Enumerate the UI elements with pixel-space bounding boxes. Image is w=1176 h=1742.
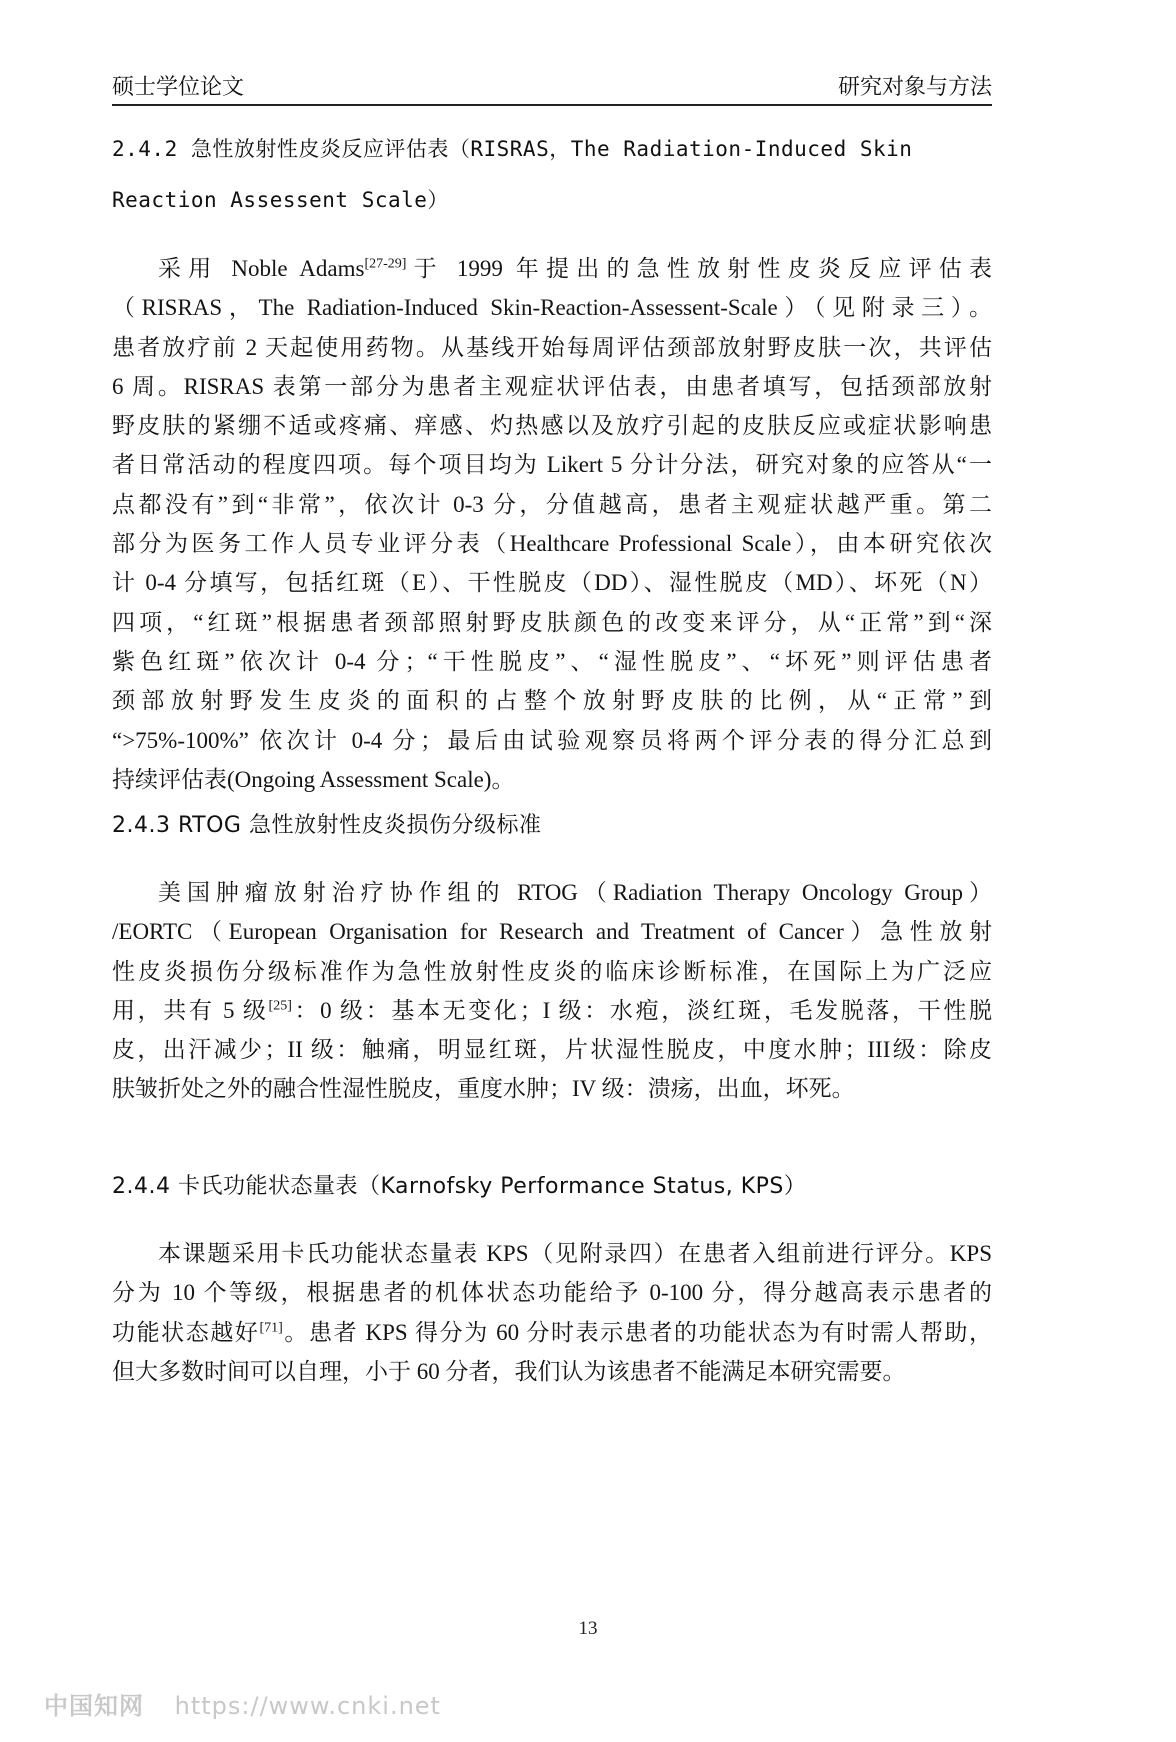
paragraph-line: 6 周。RISRAS 表第一部分为患者主观症状评估表，由患者填写，包括颈部放射 (112, 373, 992, 399)
line-text: ：0 级：基本无变化；I 级：水疱，淡红斑，毛发脱落，干性脱 (291, 997, 992, 1023)
paragraph-line: 者日常活动的程度四项。每个项目均为 Likert 5 分计分法，研究对象的应答从“一 (112, 452, 992, 478)
paragraph-rtog (112, 873, 992, 1109)
paragraph-line (112, 991, 992, 1030)
paragraph-line: 野皮肤的紧绷不适或疼痛、痒感、灼热感以及放疗引起的皮肤反应或症状影响患 (112, 413, 992, 439)
paragraph-line: /EORTC（European Organisation for Research and Treatment of Cancer）急性放射 (112, 919, 992, 945)
page-number: 13 (578, 1618, 598, 1639)
paragraph-kps (112, 1234, 992, 1391)
paragraph-line: 四项，“红斑”根据患者颈部照射野皮肤颜色的改变来评分，从“正常”到“深 (112, 609, 992, 635)
paragraph-line (112, 1313, 992, 1352)
watermark-url: https://www.cnki.net (174, 1692, 441, 1720)
header-chapter-title: 研究对象与方法 (837, 75, 992, 100)
paragraph-line: “>75%-100%” 依次计 0-4 分；最后由试验观察员将两个评分表的得分汇总到 (112, 727, 992, 753)
paragraph-line: 持续评估表(Ongoing Assessment Scale)。 (112, 766, 515, 792)
paragraph-line: 计 0-4 分填写，包括红斑（E）、干性脱皮（DD）、湿性脱皮（MD）、坏死（N） (112, 570, 992, 596)
paragraph-line: 本课题采用卡氏功能状态量表 KPS（见附录四）在患者入组前进行评分。KPS (158, 1241, 992, 1266)
paragraph-line: 患者放疗前 2 天起使用药物。从基线开始每周评估颈部放射野皮肤一次，共评估 (112, 334, 992, 360)
watermark-brand: 中国知网 (44, 1692, 144, 1720)
paragraph-line: （RISRAS，The Radiation-Induced Skin-Reaction-Assessent-Scale）（见附录三）。 (112, 295, 992, 321)
paragraph-line: 紫色红斑”依次计 0-4 分；“干性脱皮”、“湿性脱皮”、“坏死”则评估患者 (112, 648, 992, 674)
line-text: 功能状态越好 (112, 1319, 260, 1345)
section-heading-2-4-2-line1: 2.4.2 急性放射性皮炎反应评估表（RISRAS，The Radiation-Induced Skin (112, 137, 913, 161)
section-heading-2-4-4: 2.4.4 卡氏功能状态量表（Karnofsky Performance Status, KPS） (112, 1174, 807, 1199)
paragraph-line: 性皮炎损伤分级标准作为急性放射性皮炎的临床诊断标准，在国际上为广泛应 (112, 958, 992, 984)
citation-superscript: [71] (259, 1319, 283, 1335)
paragraph-line: 分为 10 个等级，根据患者的机体状态功能给予 0-100 分，得分越高表示患者的 (112, 1280, 992, 1306)
line-text: 用，共有 5 级 (112, 997, 269, 1023)
section-heading-2-4-2-line2: Reaction Assessent Scale） (112, 188, 449, 212)
paragraph-line: 颈部放射野发生皮炎的面积的占整个放射野皮肤的比例，从“正常”到 (112, 688, 992, 714)
header-thesis-type: 硕士学位论文 (112, 75, 245, 100)
line-text: 采用 Noble Adams (158, 256, 365, 281)
paragraph-line: 点都没有”到“非常”，依次计 0-3 分，分值越高，患者主观症状越严重。第二 (112, 491, 992, 517)
line-text: 于 1999 年提出的急性放射性皮炎反应评估表 (406, 256, 992, 281)
paragraph-line: 皮，出汗减少；II 级：触痛，明显红斑，片状湿性脱皮，中度水肿；III级：除皮 (112, 1037, 992, 1063)
paragraph-line: 美国肿瘤放射治疗协作组的 RTOG（Radiation Therapy Oncology Group） (158, 880, 992, 905)
line-text: 。患者 KPS 得分为 60 分时表示患者的功能状态为有时需人帮助， (282, 1319, 992, 1345)
paragraph-line: 部分为医务工作人员专业评分表（Healthcare Professional Scale），由本研究依次 (112, 531, 992, 557)
header-rule (112, 104, 992, 106)
paragraph-line: 但大多数时间可以自理，小于 60 分者，我们认为该患者不能满足本研究需要。 (112, 1358, 906, 1384)
running-header (112, 70, 992, 100)
paragraph-risras (112, 249, 992, 799)
citation-superscript: [27-29] (364, 256, 407, 272)
citation-superscript: [25] (268, 998, 292, 1014)
section-heading-2-4-3: 2.4.3 RTOG 急性放射性皮炎损伤分级标准 (112, 813, 542, 838)
paragraph-line (112, 249, 992, 288)
cnki-watermark (44, 1686, 441, 1721)
paragraph-line: 肤皱折处之外的融合性湿性脱皮，重度水肿；IV 级：溃疡，出血，坏死。 (112, 1076, 855, 1102)
